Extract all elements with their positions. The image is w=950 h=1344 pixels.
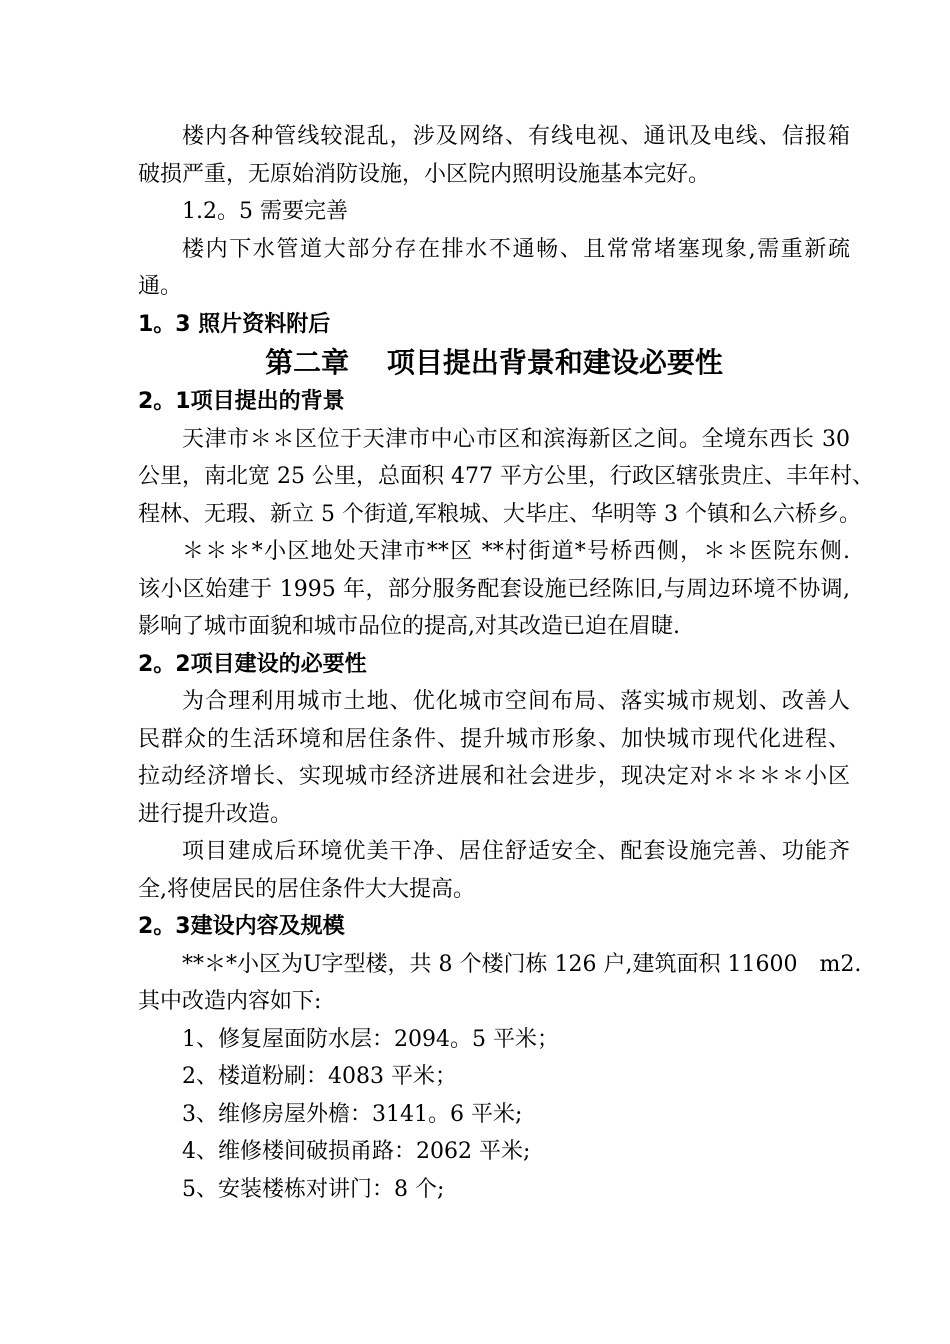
paragraph-line: 2、楼道粉刷：4083 平米； bbox=[182, 1064, 457, 1089]
section-heading: 2。2项目建设的必要性 bbox=[138, 651, 367, 677]
paragraph-line: 进行提升改造。 bbox=[138, 801, 293, 827]
paragraph-line: 天津市＊＊区位于天津市中心市区和滨海新区之间。全境东西长 30 bbox=[182, 426, 850, 452]
paragraph-line: 楼内下水管道大部分存在排水不通畅、且常常堵塞现象,需重新疏 bbox=[182, 236, 850, 262]
paragraph-line: 程林、无瑕、新立 5 个街道,军粮城、大毕庄、华明等 3 个镇和么六桥乡。 bbox=[138, 501, 861, 527]
paragraph-line: 影响了城市面貌和城市品位的提高,对其改造已迫在眉睫. bbox=[138, 614, 680, 639]
paragraph-line: 楼内各种管线较混乱，涉及网络、有线电视、通讯及电线、信报箱 bbox=[182, 124, 850, 149]
paragraph-line: **＊*小区为U字型楼，共 8 个楼门栋 126 户,建筑面积 11600 m2. bbox=[182, 951, 862, 977]
paragraph-line: 1、修复屋面防水层：2094。5 平米； bbox=[182, 1026, 559, 1052]
paragraph-line: 通。 bbox=[138, 274, 183, 299]
chapter-heading: 第二章 项目提出背景和建设必要性 bbox=[265, 346, 723, 379]
paragraph-line: 为合理利用城市土地、优化城市空间布局、落实城市规划、改善人 bbox=[182, 689, 850, 714]
document-page bbox=[138, 118, 874, 1208]
paragraph-line: 1.2。5 需要完善 bbox=[182, 199, 348, 224]
paragraph-line: 全,将使居民的居住条件大大提高。 bbox=[138, 876, 475, 902]
paragraph-line: 项目建成后环境优美干净、居住舒适安全、配套设施完善、功能齐 bbox=[182, 839, 850, 864]
paragraph-line: 5、安装楼栋对讲门：8 个; bbox=[182, 1176, 445, 1202]
section-heading: 1。3 照片资料附后 bbox=[138, 311, 331, 337]
paragraph-line: 4、维修楼间破损甬路：2062 平米; bbox=[182, 1139, 531, 1164]
paragraph-line: ＊＊＊*小区地处天津市**区 **村街道*号桥西侧，＊＊医院东侧. bbox=[182, 539, 850, 564]
paragraph-line: 该小区始建于 1995 年，部分服务配套设施已经陈旧,与周边环境不协调, bbox=[138, 576, 850, 602]
paragraph-line: 公里，南北宽 25 公里，总面积 477 平方公里，行政区辖张贵庄、丰年村、 bbox=[138, 464, 874, 489]
section-heading: 2。1项目提出的背景 bbox=[138, 389, 345, 414]
paragraph-line: 破损严重，无原始消防设施，小区院内照明设施基本完好。 bbox=[138, 161, 711, 187]
paragraph-line: 拉动经济增长、实现城市经济进展和社会进步，现决定对＊＊＊＊小区 bbox=[138, 764, 850, 789]
section-heading: 2。3建设内容及规模 bbox=[138, 914, 345, 939]
paragraph-line: 民群众的生活环境和居住条件、提升城市形象、加快城市现代化进程、 bbox=[138, 726, 850, 752]
paragraph-line: 3、维修房屋外檐：3141。6 平米; bbox=[182, 1101, 523, 1127]
paragraph-line: 其中改造内容如下: bbox=[138, 989, 322, 1014]
